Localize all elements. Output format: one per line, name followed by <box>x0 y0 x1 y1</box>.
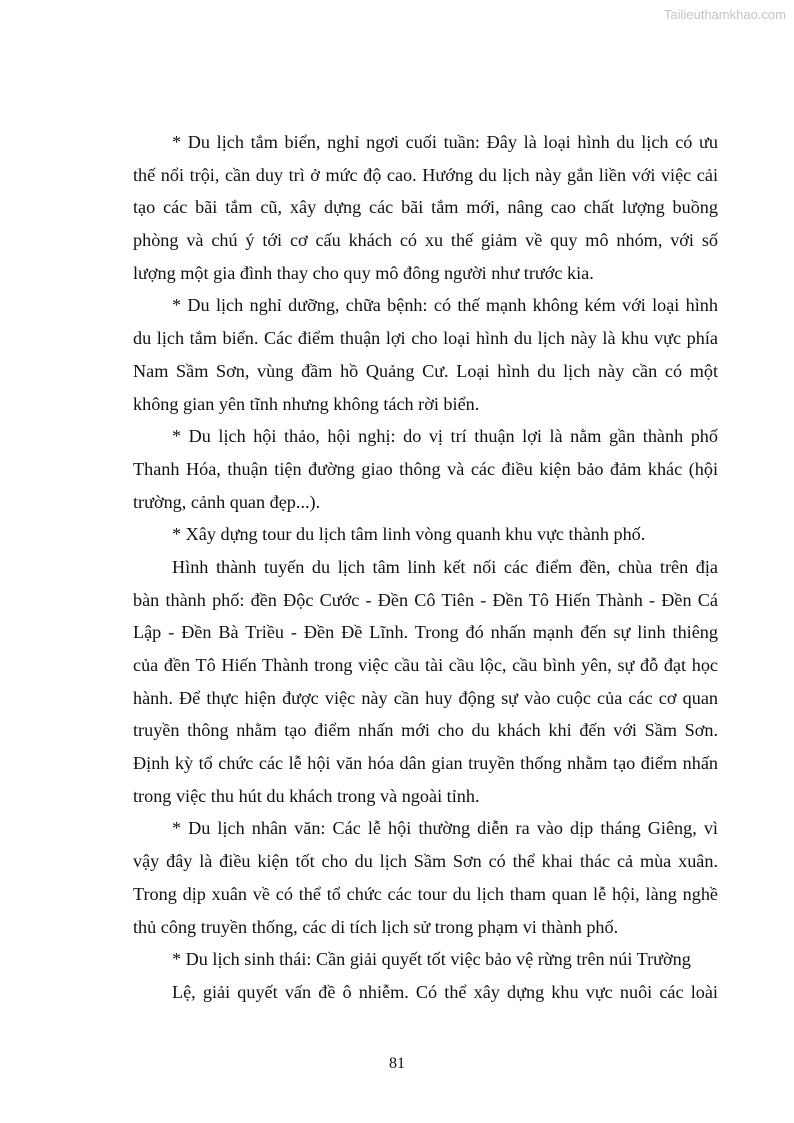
text-line: trong việc thu hút du khách trong và ngoài tỉnh. <box>133 785 480 806</box>
text-line: vậy đây là điều kiện tốt cho du lịch Sầm Sơn có thể khai thác cả mùa xuân. <box>133 851 718 872</box>
paragraph-eco-tourism <box>133 943 718 976</box>
text-line: của đền Tô Hiến Thành trong việc cầu tài cầu lộc, cầu bình yên, sự đỗ đạt học <box>133 655 718 675</box>
text-line: Hình thành tuyến du lịch tâm linh kết nối các điểm đền, chùa trên địa <box>172 556 718 577</box>
document-body <box>133 126 718 1009</box>
text-line: Lệ, giải quyết vấn đề ô nhiễm. Có thể xây dựng khu vực nuôi các loài <box>172 981 718 1002</box>
paragraph-cultural-tourism <box>133 812 718 943</box>
paragraph-conference-tourism <box>133 420 718 518</box>
text-line: * Du lịch tắm biển, nghỉ ngơi cuối tuần: Đây là loại hình du lịch có ưu <box>172 132 718 152</box>
text-line: du lịch tắm biển. Các điểm thuận lợi cho loại hình du lịch này là khu vực phía <box>133 328 718 349</box>
watermark-text: Tailieuthamkhao.com <box>663 7 786 22</box>
paragraph-beach-tourism <box>133 126 718 289</box>
text-line: lượng một gia đình thay cho quy mô đông người như trước kia. <box>133 262 594 283</box>
text-line: * Du lịch sinh thái: Cần giải quyết tốt việc bảo vệ rừng trên núi Trường <box>172 949 691 970</box>
paragraph-spiritual-tour-heading <box>133 518 718 551</box>
text-line: Định kỳ tổ chức các lễ hội văn hóa dân gian truyền thống nhằm tạo điểm nhấn <box>133 753 718 774</box>
paragraph-spiritual-tour <box>133 551 718 813</box>
text-line: Trong dịp xuân về có thể tổ chức các tour du lịch tham quan lễ hội, làng nghề <box>133 883 718 904</box>
text-line: * Du lịch nghỉ dưỡng, chữa bệnh: có thế mạnh không kém với loại hình <box>172 295 718 316</box>
text-line: hành. Để thực hiện được việc này cần huy động sự vào cuộc của các cơ quan <box>133 687 718 708</box>
text-line: không gian yên tĩnh nhưng không tách rời biển. <box>133 393 480 414</box>
text-line: Thanh Hóa, thuận tiện đường giao thông và các điều kiện bảo đảm khác (hội <box>133 458 718 479</box>
text-line: thủ công truyền thống, các di tích lịch sử trong phạm vi thành phố. <box>133 916 619 937</box>
text-line: * Du lịch hội thảo, hội nghị: do vị trí thuận lợi là nằm gần thành phố <box>172 426 718 447</box>
text-line: * Du lịch nhân văn: Các lễ hội thường diễn ra vào dịp tháng Giêng, vì <box>172 818 718 839</box>
text-line: tạo các bãi tắm cũ, xây dựng các bãi tắm mới, nâng cao chất lượng buồng <box>133 197 718 218</box>
text-line: thế nổi trội, cần duy trì ở mức độ cao. Hướng du lịch này gắn liền với việc cải <box>133 164 718 185</box>
text-line: bàn thành phố: đền Độc Cước - Đền Cô Tiên - Đền Tô Hiến Thành - Đền Cá <box>133 589 718 610</box>
paragraph-eco-tourism-continued <box>133 976 718 1009</box>
text-line: trường, cảnh quan đẹp...). <box>133 491 321 512</box>
text-line: phòng và chú ý tới cơ cấu khách có xu thế giảm về quy mô nhóm, với số <box>133 230 718 251</box>
text-line: truyền thông nhằm tạo điểm nhấn mới cho du khách khi đến với Sầm Sơn. <box>133 720 718 741</box>
text-line: Nam Sầm Sơn, vùng đầm hồ Quảng Cư. Loại hình du lịch này cần có một <box>133 360 718 381</box>
text-line: Lập - Đền Bà Triều - Đền Đề Lĩnh. Trong đó nhấn mạnh đến sự linh thiêng <box>133 622 718 643</box>
text-line: * Xây dựng tour du lịch tâm linh vòng quanh khu vực thành phố. <box>172 524 646 545</box>
page-number: 81 <box>389 1055 405 1072</box>
paragraph-resort-tourism <box>133 289 718 420</box>
